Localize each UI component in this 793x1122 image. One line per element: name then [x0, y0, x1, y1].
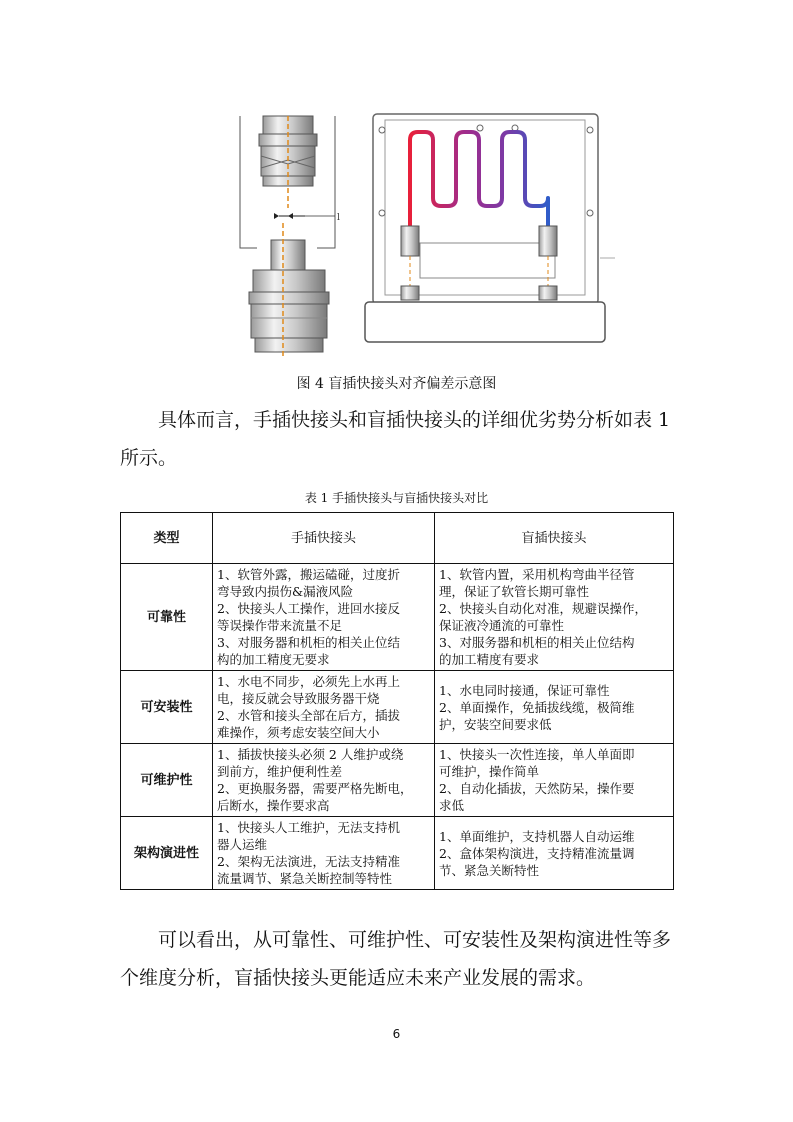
cell-line: 电，接反就会导致服务器干烧	[217, 691, 380, 706]
cell-line: 保证液冷通流的可靠性	[439, 618, 565, 633]
cell-line: 1、水电同时接通，保证可靠性	[439, 682, 610, 698]
row-type: 可维护性	[121, 744, 213, 817]
cell-line: 2、单面操作，免插拔线缆，极简维	[439, 699, 635, 715]
cell-line: 可维护，操作简单	[439, 764, 540, 779]
cell-line: 后断水，操作要求高	[217, 798, 330, 813]
row-type: 可靠性	[121, 564, 213, 671]
cold-plate-drawing	[365, 114, 615, 342]
cell-line: 节、紧急关断特性	[439, 862, 540, 878]
cell-line: 求低	[439, 798, 465, 813]
cell-line: 到前方，维护便利性差	[217, 764, 343, 779]
cell-line: 2、水管和接头全部在后方，插拔	[217, 708, 400, 723]
cell-line: 难操作，须考虑安装空间大小	[217, 725, 380, 740]
cell-line: 的加工精度有要求	[439, 652, 540, 667]
cell-line: 2、快接头人工操作，进回水接反	[217, 601, 400, 616]
cell-manual	[213, 564, 435, 671]
figure-blind-connector-alignment	[215, 108, 615, 363]
table-row	[121, 744, 674, 817]
cell-line: 构的加工精度无要求	[217, 652, 330, 667]
cell-blind	[435, 564, 674, 671]
paragraph-conclusion: 可以看出，从可靠性、可维护性、可安装性及架构演进性等多个维度分析，盲插快接头更能适应未来产业发展的需求。	[120, 929, 672, 989]
table-row	[121, 671, 674, 744]
table-title: 表 1 手插快接头与盲插快接头对比	[304, 491, 489, 505]
cell-line: 1、单面维护，支持机器人自动运维	[439, 828, 635, 844]
cell-manual	[213, 744, 435, 817]
cell-blind	[435, 671, 674, 744]
cell-blind	[435, 817, 674, 890]
page-number: 6	[392, 1027, 401, 1041]
header-blind: 盲插快接头	[435, 513, 674, 564]
cell-line: 弯导致内损伤&漏液风险	[217, 584, 354, 599]
cell-line: 3、对服务器和机柜的相关止位结构	[439, 635, 635, 650]
cell-line: 1、水电不同步，必须先上水再上	[217, 674, 400, 689]
comparison-table	[120, 512, 674, 890]
cell-line: 等误操作带来流量不足	[217, 618, 343, 633]
connector-pair-drawing	[240, 116, 340, 356]
cell-line: 护，安装空间要求低	[439, 716, 552, 732]
cell-line: 1、插拔快接头必须 2 人维护或绕	[217, 747, 404, 762]
offset-label: l	[337, 213, 340, 223]
table-header-row	[121, 513, 674, 564]
cell-line: 1、软管内置，采用机构弯曲半径管	[439, 567, 635, 582]
cell-line: 2、架构无法演进，无法支持精准	[217, 854, 400, 869]
row-type: 架构演进性	[121, 817, 213, 890]
cell-line: 理，保证了软管长期可靠性	[439, 584, 590, 599]
header-manual: 手插快接头	[213, 513, 435, 564]
cell-manual	[213, 671, 435, 744]
table-row	[121, 817, 674, 890]
row-type: 可安装性	[121, 671, 213, 744]
cell-line: 流量调节、紧急关断控制等特性	[217, 871, 393, 886]
cell-line: 1、快接头人工维护，无法支持机	[217, 820, 400, 835]
cell-line: 1、快接头一次性连接，单人单面即	[439, 747, 635, 762]
cell-line: 2、更换服务器，需要严格先断电，	[217, 781, 413, 796]
cell-line: 1、软管外露，搬运磕碰，过度折	[217, 567, 400, 582]
table-row	[121, 564, 674, 671]
cell-blind	[435, 744, 674, 817]
header-type: 类型	[121, 513, 213, 564]
cell-line: 3、对服务器和机柜的相关止位结	[217, 635, 400, 650]
cell-line: 2、自动化插拔，天然防呆，操作要	[439, 781, 635, 796]
cell-line: 2、盒体架构演进，支持精准流量调	[439, 845, 635, 861]
cell-manual	[213, 817, 435, 890]
cell-line: 器人运维	[217, 837, 268, 852]
figure-caption: 图 4 盲插快接头对齐偏差示意图	[296, 376, 497, 392]
paragraph-intro: 具体而言，手插快接头和盲插快接头的详细优劣势分析如表 1 所示。	[120, 409, 671, 469]
cell-line: 2、快接头自动化对准，规避误操作，	[439, 601, 647, 616]
